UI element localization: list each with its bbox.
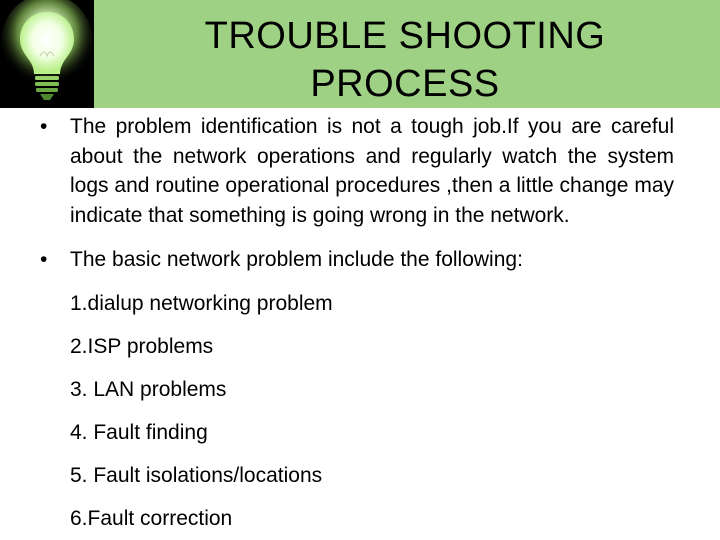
problem-list [34,289,674,533]
list-item: 3. LAN problems [70,377,227,401]
list-item: 4. Fault finding [70,420,208,444]
slide-title [150,12,660,108]
bullet-icon: • [40,248,48,271]
slide-body [34,112,674,540]
bullet-text: The basic network problem include the following: [70,248,523,271]
bullet-basic-problems [34,245,674,275]
list-item: 6.Fault correction [70,506,233,530]
bullet-text: The problem identification is not a tough job.If you are careful about the network operations and regularly watch the system logs and routine operational procedures ,then a little change may indicate that something is going wrong in the network. [70,115,674,227]
bullet-icon: • [40,115,48,138]
slide-title-line2: PROCESS [310,63,500,105]
list-item: 2.ISP problems [70,334,214,358]
light-bulb-icon [0,0,94,108]
list-item: 5. Fault isolations/locations [70,463,323,487]
slide-title-line1: TROUBLE SHOOTING [204,15,606,57]
list-item: 1.dialup networking problem [70,291,333,315]
bullet-problem-identification [34,112,674,230]
